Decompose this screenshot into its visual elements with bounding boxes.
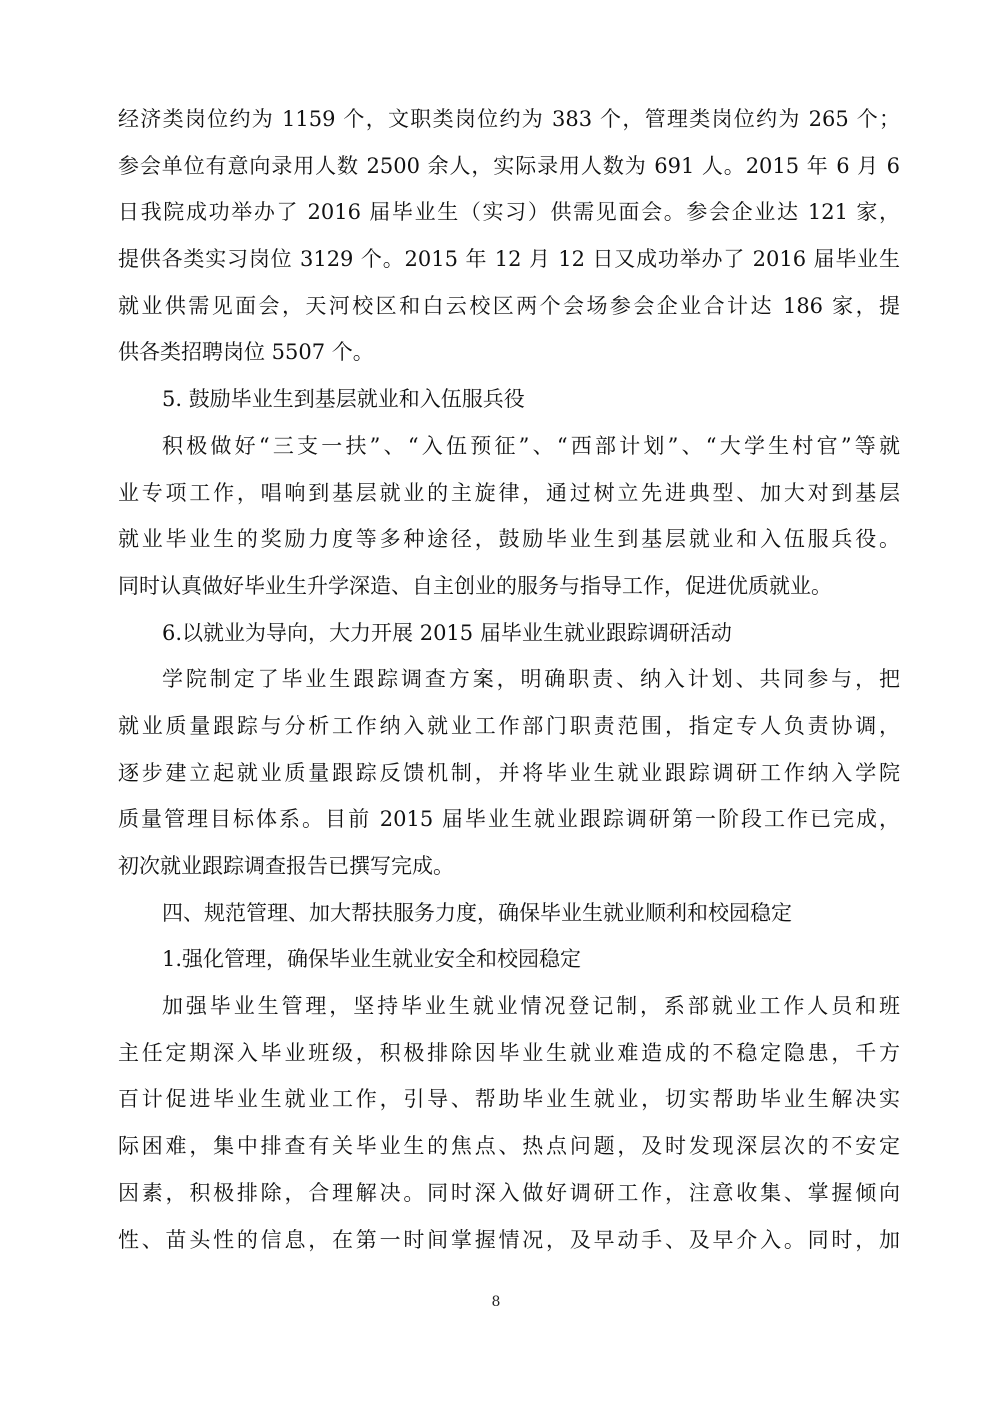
text-line: 就业毕业生的奖励力度等多种途径，鼓励毕业生到基层就业和入伍服兵役。 [118, 527, 900, 552]
section-heading: 5. 鼓励毕业生到基层就业和入伍服兵役 [162, 387, 525, 412]
text-line: 积极做好“三支一扶”、“入伍预征”、“西部计划”、“大学生村官”等就 [162, 433, 900, 458]
text-line: 性、苗头性的信息，在第一时间掌握情况，及早动手、及早介入。同时，加 [118, 1227, 900, 1252]
text-line: 初次就业跟踪调查报告已撰写完成。 [118, 854, 454, 878]
text-line: 逐步建立起就业质量跟踪反馈机制，并将毕业生就业跟踪调研工作纳入学院 [118, 760, 900, 785]
text-line: 就业质量跟踪与分析工作纳入就业工作部门职责范围，指定专人负责协调， [118, 713, 900, 738]
text-line: 业专项工作，唱响到基层就业的主旋律，通过树立先进典型、加大对到基层 [118, 480, 900, 505]
text-line: 供各类招聘岗位 5507 个。 [118, 340, 374, 365]
text-line: 提供各类实习岗位 3129 个。2015 年 12 月 12 日又成功举办了 2016 届毕业生 [118, 247, 900, 272]
text-line: 日我院成功举办了 2016 届毕业生（实习）供需见面会。参会企业达 121 家， [118, 200, 900, 225]
body-text [118, 96, 900, 1263]
section-heading: 6.以就业为导向，大力开展 2015 届毕业生就业跟踪调研活动 [162, 620, 732, 645]
section-heading: 四、规范管理、加大帮扶服务力度，确保毕业生就业顺利和校园稳定 [162, 900, 792, 925]
text-line: 就业供需见面会，天河校区和白云校区两个会场参会企业合计达 186 家，提 [118, 293, 900, 318]
text-line: 际困难，集中排查有关毕业生的焦点、热点问题，及时发现深层次的不安定 [118, 1134, 900, 1159]
text-line: 参会单位有意向录用人数 2500 余人，实际录用人数为 691 人。2015 年 6 月 6 [118, 153, 900, 178]
text-line: 经济类岗位约为 1159 个，文职类岗位约为 383 个，管理类岗位约为 265 个； [118, 107, 900, 131]
page-number: 8 [491, 1294, 501, 1310]
text-line: 同时认真做好毕业生升学深造、自主创业的服务与指导工作，促进优质就业。 [118, 573, 832, 598]
text-line: 因素，积极排除，合理解决。同时深入做好调研工作，注意收集、掌握倾向 [118, 1180, 900, 1205]
subsection-heading: 1.强化管理，确保毕业生就业安全和校园稳定 [162, 947, 582, 972]
text-line: 质量管理目标体系。目前 2015 届毕业生就业跟踪调研第一阶段工作已完成， [118, 807, 900, 832]
text-line: 百计促进毕业生就业工作，引导、帮助毕业生就业，切实帮助毕业生解决实 [118, 1087, 900, 1112]
text-line: 学院制定了毕业生跟踪调查方案，明确职责、纳入计划、共同参与，把 [162, 667, 900, 692]
text-line: 加强毕业生管理，坚持毕业生就业情况登记制，系部就业工作人员和班 [162, 994, 900, 1019]
text-line: 主任定期深入毕业班级，积极排除因毕业生就业难造成的不稳定隐患，千方 [118, 1040, 900, 1065]
